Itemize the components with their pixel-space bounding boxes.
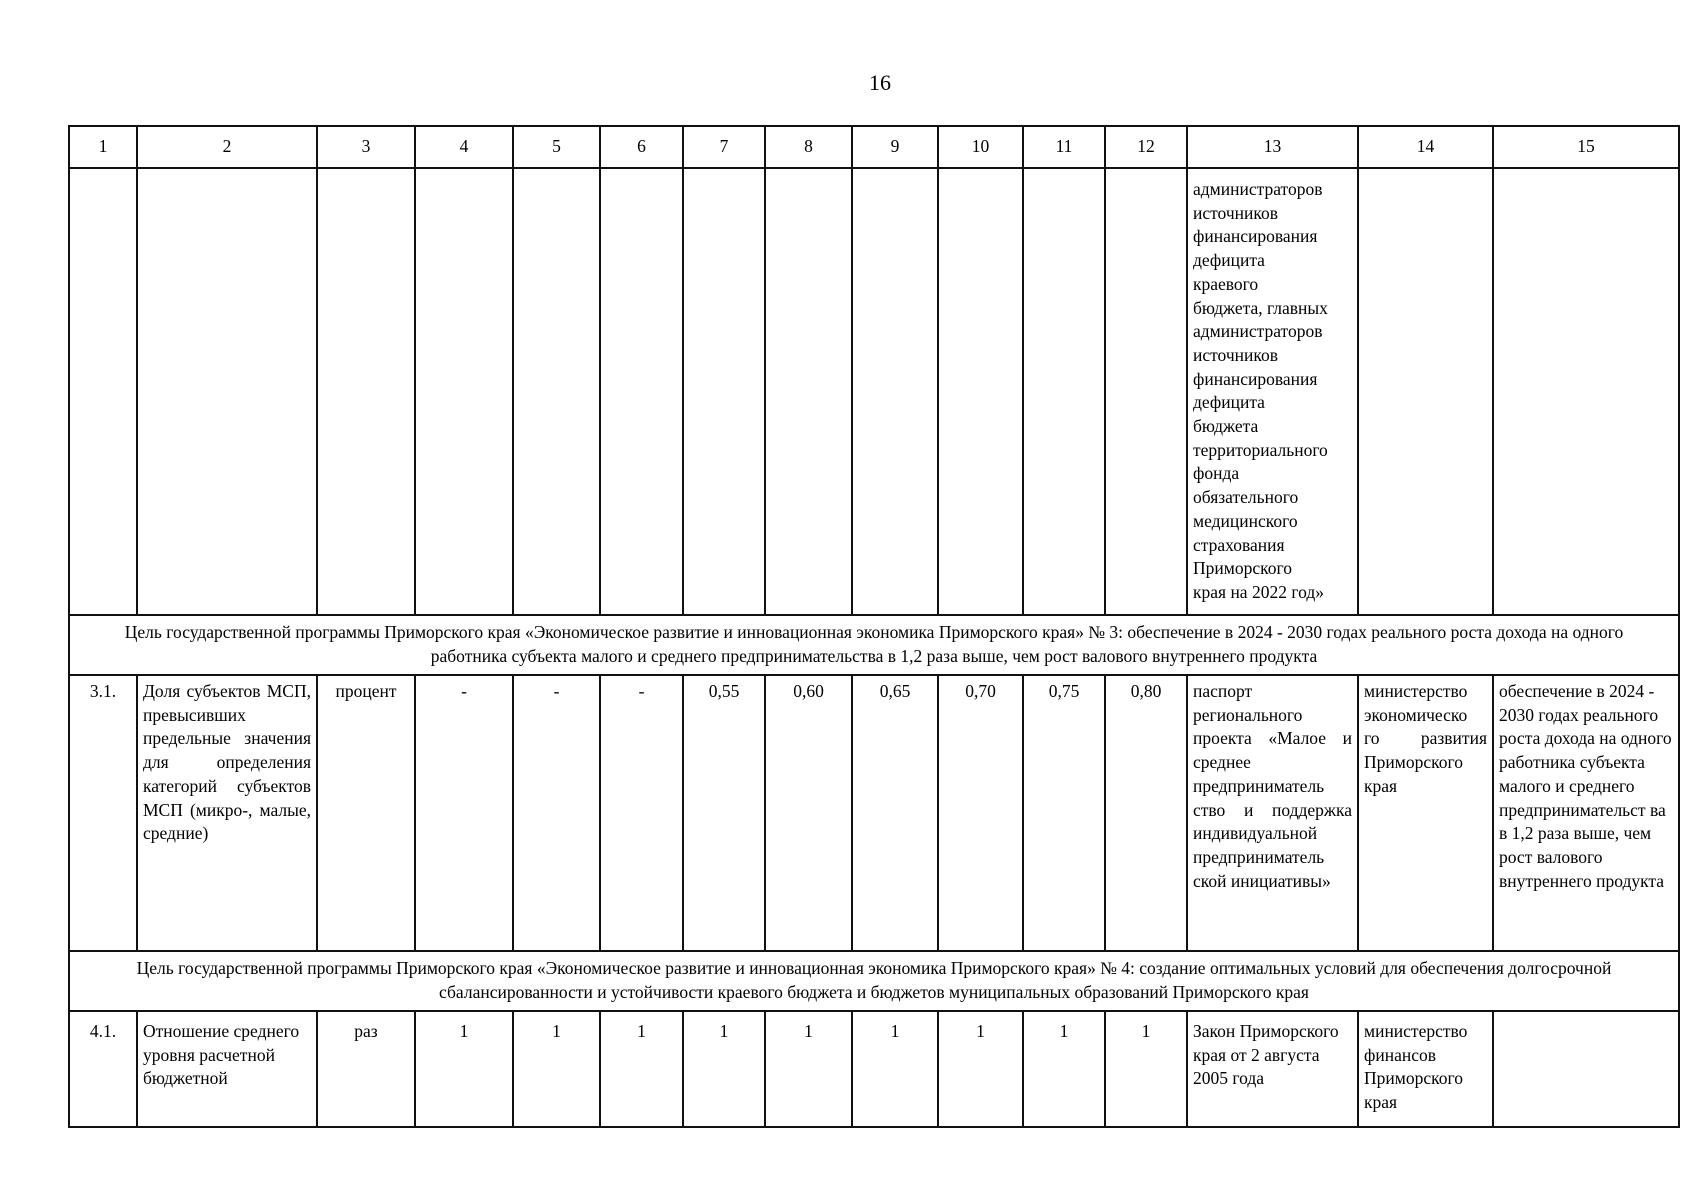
column-number: 13 xyxy=(1187,126,1358,168)
indicator-source: паспорт регионального проекта «Малое и среднее предприниматель ство и поддержка индивидуальной предприниматель ской инициативы» xyxy=(1187,675,1358,951)
column-number: 14 xyxy=(1358,126,1493,168)
indicator-responsible: министерство экономическо го развития Приморского края xyxy=(1358,675,1493,951)
indicator-goal: обеспечение в 2024 - 2030 годах реального роста дохода на одного работника субъекта малого и среднего предпринимательст ва в 1,2 раза выше, чем рост валового внутреннего продукта xyxy=(1493,675,1679,951)
column-number: 9 xyxy=(852,126,938,168)
indicator-value: - xyxy=(415,675,513,951)
indicator-unit: раз xyxy=(317,1011,415,1127)
empty-cell xyxy=(938,168,1023,615)
indicator-value: 1 xyxy=(600,1011,683,1127)
empty-cell xyxy=(415,168,513,615)
indicator-value: 0,80 xyxy=(1105,675,1187,951)
indicator-source: Закон Приморского края от 2 августа 2005 года xyxy=(1187,1011,1358,1127)
empty-cell xyxy=(1358,168,1493,615)
column-number: 5 xyxy=(513,126,600,168)
indicator-row-3-1 xyxy=(69,675,1679,951)
column-number: 10 xyxy=(938,126,1023,168)
continuation-row xyxy=(69,168,1679,615)
empty-cell xyxy=(683,168,765,615)
column-number: 4 xyxy=(415,126,513,168)
empty-cell xyxy=(600,168,683,615)
empty-cell xyxy=(317,168,415,615)
indicator-value: 1 xyxy=(683,1011,765,1127)
indicator-value: - xyxy=(513,675,600,951)
indicator-value: 0,60 xyxy=(765,675,852,951)
indicator-responsible: министерство финансов Приморского края xyxy=(1358,1011,1493,1127)
indicator-value: 1 xyxy=(1105,1011,1187,1127)
goal-3-row xyxy=(69,615,1679,675)
indicator-unit: процент xyxy=(317,675,415,951)
indicator-value: - xyxy=(600,675,683,951)
empty-cell xyxy=(137,168,317,615)
indicator-goal xyxy=(1493,1011,1679,1127)
indicator-value: 0,70 xyxy=(938,675,1023,951)
indicator-value: 1 xyxy=(938,1011,1023,1127)
page-number: 16 xyxy=(869,70,891,95)
column-number: 3 xyxy=(317,126,415,168)
column-number: 6 xyxy=(600,126,683,168)
column-number: 2 xyxy=(137,126,317,168)
indicator-value: 1 xyxy=(765,1011,852,1127)
column-number: 15 xyxy=(1493,126,1679,168)
indicator-value: 1 xyxy=(1023,1011,1105,1127)
empty-cell xyxy=(1105,168,1187,615)
indicator-number: 4.1. xyxy=(69,1011,137,1127)
indicator-name: Отношение среднего уровня расчетной бюджетной xyxy=(137,1011,317,1127)
indicators-table xyxy=(68,125,1680,1128)
empty-cell xyxy=(513,168,600,615)
column-number: 1 xyxy=(69,126,137,168)
indicator-value: 1 xyxy=(852,1011,938,1127)
column-number: 11 xyxy=(1023,126,1105,168)
indicator-value: 1 xyxy=(415,1011,513,1127)
indicator-row-4-1 xyxy=(69,1011,1679,1127)
column-number-row xyxy=(69,126,1679,168)
empty-cell xyxy=(69,168,137,615)
continuation-source-text: администраторов источников финансирования дефицита краевого бюджета, главных администраторов источников финансирования дефицита бюджета территориального фонда обязательного медицинского страхования Приморского края на 2022 год» xyxy=(1193,179,1328,602)
empty-cell xyxy=(765,168,852,615)
column-number: 12 xyxy=(1105,126,1187,168)
indicator-value: 1 xyxy=(513,1011,600,1127)
indicator-name: Доля субъектов МСП, превысивших предельные значения для определения категорий субъектов МСП (микро-, малые, средние) xyxy=(137,675,317,951)
empty-cell xyxy=(1493,168,1679,615)
column-number: 7 xyxy=(683,126,765,168)
indicator-number: 3.1. xyxy=(69,675,137,951)
empty-cell xyxy=(1023,168,1105,615)
indicator-value: 0,55 xyxy=(683,675,765,951)
indicator-value: 0,65 xyxy=(852,675,938,951)
column-number: 8 xyxy=(765,126,852,168)
goal-4-text: Цель государственной программы Приморского края «Экономическое развитие и инновационная экономика Приморского края» № 4: создание оптимальных условий для обеспечения долгосрочной сбалансированности и устойчивости краевого бюджета и бюджетов муниципальных образований Приморского края xyxy=(69,951,1679,1011)
empty-cell xyxy=(852,168,938,615)
indicator-value: 0,75 xyxy=(1023,675,1105,951)
continuation-source-cell xyxy=(1187,168,1358,615)
goal-4-row xyxy=(69,951,1679,1011)
goal-3-text: Цель государственной программы Приморского края «Экономическое развитие и инновационная экономика Приморского края» № 3: обеспечение в 2024 - 2030 годах реального роста дохода на одного работника субъекта малого и среднего предпринимательства в 1,2 раза выше, чем рост валового внутреннего продукта xyxy=(69,615,1679,675)
